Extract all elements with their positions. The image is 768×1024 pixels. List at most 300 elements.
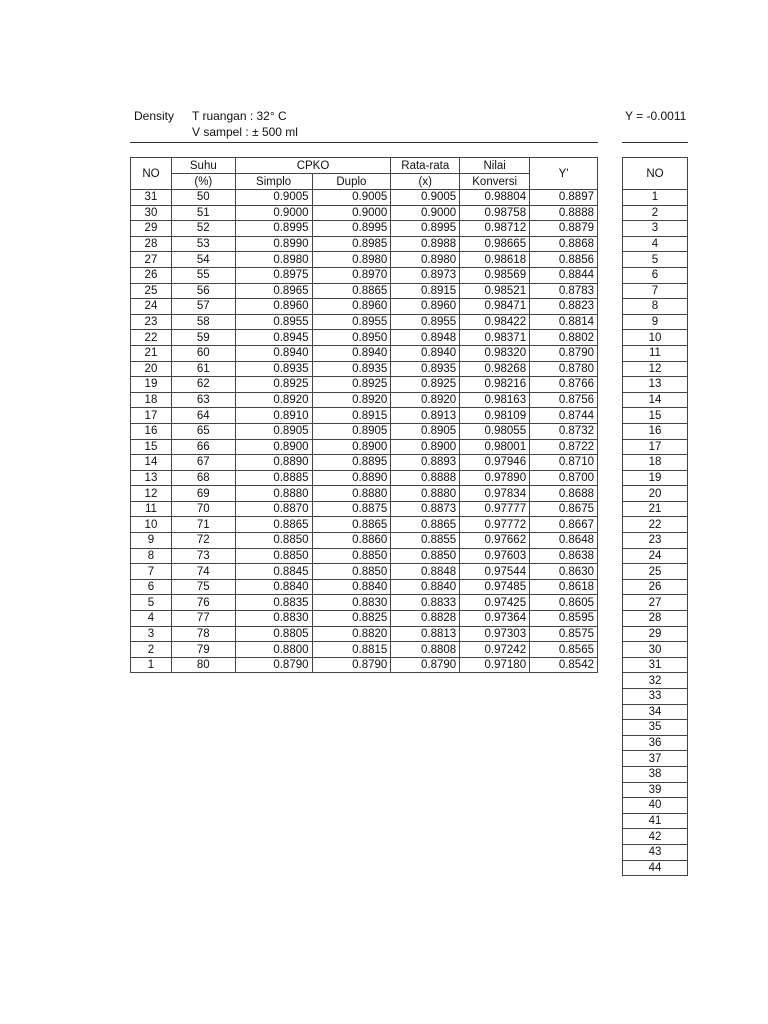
cell-konversi: 0.97303	[460, 626, 530, 642]
cell-no: 10	[131, 517, 172, 533]
cell-simplo: 0.8905	[235, 423, 312, 439]
cell-suhu: 55	[171, 267, 235, 283]
cell-suhu: 80	[171, 657, 235, 673]
cell-duplo: 0.8850	[312, 564, 391, 580]
side-cell-no: 12	[623, 361, 688, 377]
cell-rata: 0.8935	[391, 361, 460, 377]
cell-suhu: 76	[171, 595, 235, 611]
sample-volume: V sampel : ± 500 ml	[192, 125, 298, 139]
cell-konversi: 0.97777	[460, 501, 530, 517]
cell-y-prime: 0.8888	[530, 205, 598, 221]
cell-simplo: 0.8880	[235, 486, 312, 502]
cell-no: 7	[131, 564, 172, 580]
side-cell-no: 25	[623, 564, 688, 580]
side-table-row	[623, 377, 688, 393]
regression-equation: Y = -0.0011	[625, 109, 687, 123]
side-table-row	[623, 751, 688, 767]
side-cell-no: 6	[623, 267, 688, 283]
cell-konversi: 0.98163	[460, 392, 530, 408]
side-table-row	[623, 782, 688, 798]
side-cell-no: 13	[623, 377, 688, 393]
cell-y-prime: 0.8780	[530, 361, 598, 377]
cell-no: 3	[131, 626, 172, 642]
side-header-divider	[622, 142, 688, 143]
side-cell-no: 36	[623, 735, 688, 751]
cell-konversi: 0.98001	[460, 439, 530, 455]
cell-simplo: 0.8975	[235, 267, 312, 283]
cell-duplo: 0.8905	[312, 423, 391, 439]
cell-duplo: 0.8925	[312, 377, 391, 393]
table-row	[131, 205, 598, 221]
side-cell-no: 14	[623, 392, 688, 408]
cell-rata: 0.8850	[391, 548, 460, 564]
cell-konversi: 0.98422	[460, 314, 530, 330]
cell-konversi: 0.98268	[460, 361, 530, 377]
cell-simplo: 0.8910	[235, 408, 312, 424]
cell-duplo: 0.8850	[312, 548, 391, 564]
side-cell-no: 17	[623, 439, 688, 455]
cell-suhu: 61	[171, 361, 235, 377]
side-cell-no: 33	[623, 689, 688, 705]
cell-konversi: 0.98055	[460, 423, 530, 439]
cell-rata: 0.8940	[391, 345, 460, 361]
cell-y-prime: 0.8897	[530, 190, 598, 206]
side-table-row	[623, 361, 688, 377]
cell-konversi: 0.97890	[460, 470, 530, 486]
cell-no: 31	[131, 190, 172, 206]
cell-suhu: 63	[171, 392, 235, 408]
cell-suhu: 59	[171, 330, 235, 346]
cell-konversi: 0.98618	[460, 252, 530, 268]
cell-duplo: 0.8970	[312, 267, 391, 283]
table-row	[131, 579, 598, 595]
density-table	[130, 157, 598, 673]
cell-y-prime: 0.8844	[530, 267, 598, 283]
cell-duplo: 0.8860	[312, 533, 391, 549]
cell-simplo: 0.8840	[235, 579, 312, 595]
side-cell-no: 32	[623, 673, 688, 689]
table-row	[131, 517, 598, 533]
cell-y-prime: 0.8732	[530, 423, 598, 439]
cell-duplo: 0.8815	[312, 642, 391, 658]
side-cell-no: 29	[623, 626, 688, 642]
cell-simplo: 0.8990	[235, 236, 312, 252]
table-row	[131, 564, 598, 580]
cell-duplo: 0.8940	[312, 345, 391, 361]
side-table-row	[623, 205, 688, 221]
cell-rata: 0.8840	[391, 579, 460, 595]
cell-suhu: 67	[171, 455, 235, 471]
cell-duplo: 0.8895	[312, 455, 391, 471]
side-cell-no: 11	[623, 345, 688, 361]
side-cell-no: 7	[623, 283, 688, 299]
side-table-row	[623, 517, 688, 533]
cell-rata: 0.8865	[391, 517, 460, 533]
side-table-row	[623, 844, 688, 860]
side-table-row	[623, 314, 688, 330]
side-cell-no: 15	[623, 408, 688, 424]
cell-y-prime: 0.8868	[530, 236, 598, 252]
side-table-row	[623, 299, 688, 315]
cell-konversi: 0.97485	[460, 579, 530, 595]
cell-simplo: 0.8885	[235, 470, 312, 486]
cell-simplo: 0.8865	[235, 517, 312, 533]
side-table-row	[623, 533, 688, 549]
side-cell-no: 30	[623, 642, 688, 658]
cell-rata: 0.9005	[391, 190, 460, 206]
cell-suhu: 71	[171, 517, 235, 533]
table-row	[131, 595, 598, 611]
cell-rata: 0.8915	[391, 283, 460, 299]
cell-duplo: 0.8875	[312, 501, 391, 517]
cell-y-prime: 0.8823	[530, 299, 598, 315]
cell-y-prime: 0.8802	[530, 330, 598, 346]
side-cell-no: 42	[623, 829, 688, 845]
side-table-row	[623, 611, 688, 627]
cell-rata: 0.8960	[391, 299, 460, 315]
cell-no: 25	[131, 283, 172, 299]
cell-no: 30	[131, 205, 172, 221]
cell-suhu: 73	[171, 548, 235, 564]
table-row	[131, 267, 598, 283]
table-row	[131, 283, 598, 299]
side-table-row	[623, 501, 688, 517]
side-table-row	[623, 564, 688, 580]
side-table-row	[623, 392, 688, 408]
col-header-cpko: CPKO	[235, 158, 391, 174]
cell-duplo: 0.8950	[312, 330, 391, 346]
cell-konversi: 0.98371	[460, 330, 530, 346]
side-cell-no: 41	[623, 813, 688, 829]
table-row	[131, 642, 598, 658]
cell-konversi: 0.97544	[460, 564, 530, 580]
cell-rata: 0.8808	[391, 642, 460, 658]
table-row	[131, 361, 598, 377]
cell-simplo: 0.8945	[235, 330, 312, 346]
table-row	[131, 377, 598, 393]
cell-y-prime: 0.8783	[530, 283, 598, 299]
side-table-row	[623, 720, 688, 736]
cell-y-prime: 0.8700	[530, 470, 598, 486]
cell-suhu: 62	[171, 377, 235, 393]
cell-duplo: 0.8825	[312, 611, 391, 627]
side-table-row	[623, 267, 688, 283]
cell-no: 15	[131, 439, 172, 455]
side-table-row	[623, 548, 688, 564]
cell-suhu: 65	[171, 423, 235, 439]
col-header-suhu-unit: (%)	[171, 174, 235, 190]
cell-konversi: 0.98569	[460, 267, 530, 283]
cell-duplo: 0.8830	[312, 595, 391, 611]
cell-konversi: 0.97364	[460, 611, 530, 627]
cell-duplo: 0.8915	[312, 408, 391, 424]
cell-duplo: 0.8820	[312, 626, 391, 642]
col-header-no: NO	[131, 158, 172, 190]
side-cell-no: 1	[623, 190, 688, 206]
cell-suhu: 74	[171, 564, 235, 580]
cell-suhu: 54	[171, 252, 235, 268]
cell-suhu: 79	[171, 642, 235, 658]
cell-simplo: 0.8965	[235, 283, 312, 299]
cell-suhu: 77	[171, 611, 235, 627]
cell-rata: 0.8888	[391, 470, 460, 486]
side-cell-no: 20	[623, 486, 688, 502]
cell-no: 14	[131, 455, 172, 471]
cell-suhu: 56	[171, 283, 235, 299]
cell-konversi: 0.97772	[460, 517, 530, 533]
side-cell-no: 27	[623, 595, 688, 611]
col-header-nilai: Nilai	[460, 158, 530, 174]
cell-simplo: 0.8850	[235, 548, 312, 564]
side-table-row	[623, 190, 688, 206]
cell-y-prime: 0.8879	[530, 221, 598, 237]
cell-duplo: 0.8790	[312, 657, 391, 673]
cell-rata: 0.8855	[391, 533, 460, 549]
side-table-row	[623, 595, 688, 611]
cell-suhu: 53	[171, 236, 235, 252]
side-table-row	[623, 735, 688, 751]
col-header-rata-unit: (x)	[391, 174, 460, 190]
side-number-table	[622, 157, 688, 876]
cell-rata: 0.8848	[391, 564, 460, 580]
cell-y-prime: 0.8630	[530, 564, 598, 580]
side-cell-no: 16	[623, 423, 688, 439]
col-header-konversi: Konversi	[460, 174, 530, 190]
cell-simplo: 0.8980	[235, 252, 312, 268]
cell-konversi: 0.97834	[460, 486, 530, 502]
side-table-row	[623, 704, 688, 720]
table-row	[131, 626, 598, 642]
cell-simplo: 0.8850	[235, 533, 312, 549]
col-header-y-prime: Y'	[530, 158, 598, 190]
side-table-row	[623, 439, 688, 455]
cell-rata: 0.8995	[391, 221, 460, 237]
cell-y-prime: 0.8766	[530, 377, 598, 393]
cell-y-prime: 0.8575	[530, 626, 598, 642]
cell-y-prime: 0.8618	[530, 579, 598, 595]
table-row	[131, 501, 598, 517]
cell-simplo: 0.8805	[235, 626, 312, 642]
table-row	[131, 439, 598, 455]
side-cell-no: 9	[623, 314, 688, 330]
side-cell-no: 19	[623, 470, 688, 486]
cell-simplo: 0.8870	[235, 501, 312, 517]
cell-duplo: 0.8890	[312, 470, 391, 486]
side-cell-no: 43	[623, 844, 688, 860]
cell-duplo: 0.8840	[312, 579, 391, 595]
table-row	[131, 486, 598, 502]
table-row	[131, 392, 598, 408]
cell-rata: 0.8833	[391, 595, 460, 611]
cell-y-prime: 0.8675	[530, 501, 598, 517]
cell-y-prime: 0.8744	[530, 408, 598, 424]
cell-konversi: 0.98804	[460, 190, 530, 206]
table-row	[131, 657, 598, 673]
cell-y-prime: 0.8710	[530, 455, 598, 471]
cell-duplo: 0.9005	[312, 190, 391, 206]
side-table-row	[623, 798, 688, 814]
cell-konversi: 0.98471	[460, 299, 530, 315]
side-table-row	[623, 236, 688, 252]
side-col-header-no: NO	[623, 158, 688, 190]
cell-rata: 0.8948	[391, 330, 460, 346]
cell-suhu: 66	[171, 439, 235, 455]
cell-y-prime: 0.8790	[530, 345, 598, 361]
cell-no: 17	[131, 408, 172, 424]
side-cell-no: 3	[623, 221, 688, 237]
cell-no: 27	[131, 252, 172, 268]
side-table-row	[623, 642, 688, 658]
side-table-row	[623, 657, 688, 673]
cell-konversi: 0.98712	[460, 221, 530, 237]
cell-simplo: 0.8935	[235, 361, 312, 377]
side-cell-no: 31	[623, 657, 688, 673]
side-table-row	[623, 579, 688, 595]
cell-duplo: 0.8920	[312, 392, 391, 408]
side-table-row	[623, 860, 688, 876]
cell-duplo: 0.8995	[312, 221, 391, 237]
cell-y-prime: 0.8638	[530, 548, 598, 564]
table-row	[131, 221, 598, 237]
table-row	[131, 533, 598, 549]
side-table-row	[623, 423, 688, 439]
cell-y-prime: 0.8542	[530, 657, 598, 673]
side-table-row	[623, 252, 688, 268]
side-table-row	[623, 486, 688, 502]
side-cell-no: 5	[623, 252, 688, 268]
table-row	[131, 345, 598, 361]
table-row	[131, 423, 598, 439]
cell-duplo: 0.8980	[312, 252, 391, 268]
side-table-row	[623, 283, 688, 299]
cell-no: 24	[131, 299, 172, 315]
side-cell-no: 10	[623, 330, 688, 346]
cell-konversi: 0.98109	[460, 408, 530, 424]
col-header-suhu: Suhu	[171, 158, 235, 174]
side-table-row	[623, 455, 688, 471]
cell-simplo: 0.8960	[235, 299, 312, 315]
side-cell-no: 37	[623, 751, 688, 767]
cell-konversi: 0.97946	[460, 455, 530, 471]
cell-rata: 0.8920	[391, 392, 460, 408]
cell-simplo: 0.9005	[235, 190, 312, 206]
cell-no: 20	[131, 361, 172, 377]
cell-duplo: 0.8865	[312, 517, 391, 533]
cell-simplo: 0.8925	[235, 377, 312, 393]
cell-no: 19	[131, 377, 172, 393]
cell-no: 11	[131, 501, 172, 517]
cell-simplo: 0.8845	[235, 564, 312, 580]
cell-rata: 0.8905	[391, 423, 460, 439]
table-row	[131, 611, 598, 627]
side-table-row	[623, 330, 688, 346]
cell-rata: 0.8980	[391, 252, 460, 268]
side-table-row	[623, 626, 688, 642]
cell-simplo: 0.8890	[235, 455, 312, 471]
cell-duplo: 0.8935	[312, 361, 391, 377]
cell-no: 23	[131, 314, 172, 330]
cell-no: 8	[131, 548, 172, 564]
cell-suhu: 69	[171, 486, 235, 502]
cell-simplo: 0.8790	[235, 657, 312, 673]
table-row	[131, 470, 598, 486]
cell-no: 4	[131, 611, 172, 627]
col-header-duplo: Duplo	[312, 174, 391, 190]
table-row	[131, 408, 598, 424]
cell-rata: 0.8913	[391, 408, 460, 424]
side-cell-no: 22	[623, 517, 688, 533]
cell-suhu: 52	[171, 221, 235, 237]
cell-suhu: 68	[171, 470, 235, 486]
cell-no: 6	[131, 579, 172, 595]
side-table-row	[623, 829, 688, 845]
cell-duplo: 0.8955	[312, 314, 391, 330]
side-cell-no: 40	[623, 798, 688, 814]
cell-suhu: 64	[171, 408, 235, 424]
side-table-row	[623, 689, 688, 705]
cell-suhu: 72	[171, 533, 235, 549]
cell-no: 21	[131, 345, 172, 361]
cell-konversi: 0.97242	[460, 642, 530, 658]
col-header-rata: Rata-rata	[391, 158, 460, 174]
cell-konversi: 0.98665	[460, 236, 530, 252]
cell-konversi: 0.97603	[460, 548, 530, 564]
side-cell-no: 21	[623, 501, 688, 517]
cell-y-prime: 0.8595	[530, 611, 598, 627]
cell-rata: 0.8873	[391, 501, 460, 517]
side-table-row	[623, 766, 688, 782]
cell-konversi: 0.97425	[460, 595, 530, 611]
cell-rata: 0.8900	[391, 439, 460, 455]
side-table-row	[623, 221, 688, 237]
cell-konversi: 0.98521	[460, 283, 530, 299]
cell-konversi: 0.97180	[460, 657, 530, 673]
table-row	[131, 548, 598, 564]
cell-duplo: 0.8865	[312, 283, 391, 299]
cell-y-prime: 0.8856	[530, 252, 598, 268]
cell-no: 2	[131, 642, 172, 658]
cell-no: 1	[131, 657, 172, 673]
cell-konversi: 0.97662	[460, 533, 530, 549]
side-cell-no: 44	[623, 860, 688, 876]
cell-no: 13	[131, 470, 172, 486]
side-cell-no: 38	[623, 766, 688, 782]
cell-y-prime: 0.8667	[530, 517, 598, 533]
cell-konversi: 0.98320	[460, 345, 530, 361]
side-cell-no: 35	[623, 720, 688, 736]
side-cell-no: 2	[623, 205, 688, 221]
table-row	[131, 299, 598, 315]
cell-no: 26	[131, 267, 172, 283]
cell-rata: 0.8828	[391, 611, 460, 627]
side-cell-no: 34	[623, 704, 688, 720]
cell-rata: 0.8880	[391, 486, 460, 502]
cell-no: 12	[131, 486, 172, 502]
cell-simplo: 0.9000	[235, 205, 312, 221]
side-table-row	[623, 813, 688, 829]
cell-rata: 0.9000	[391, 205, 460, 221]
side-cell-no: 28	[623, 611, 688, 627]
cell-y-prime: 0.8814	[530, 314, 598, 330]
cell-simplo: 0.8835	[235, 595, 312, 611]
cell-suhu: 50	[171, 190, 235, 206]
side-table-row	[623, 345, 688, 361]
table-row	[131, 314, 598, 330]
cell-no: 18	[131, 392, 172, 408]
cell-suhu: 51	[171, 205, 235, 221]
density-label: Density	[134, 109, 175, 123]
cell-rata: 0.8973	[391, 267, 460, 283]
